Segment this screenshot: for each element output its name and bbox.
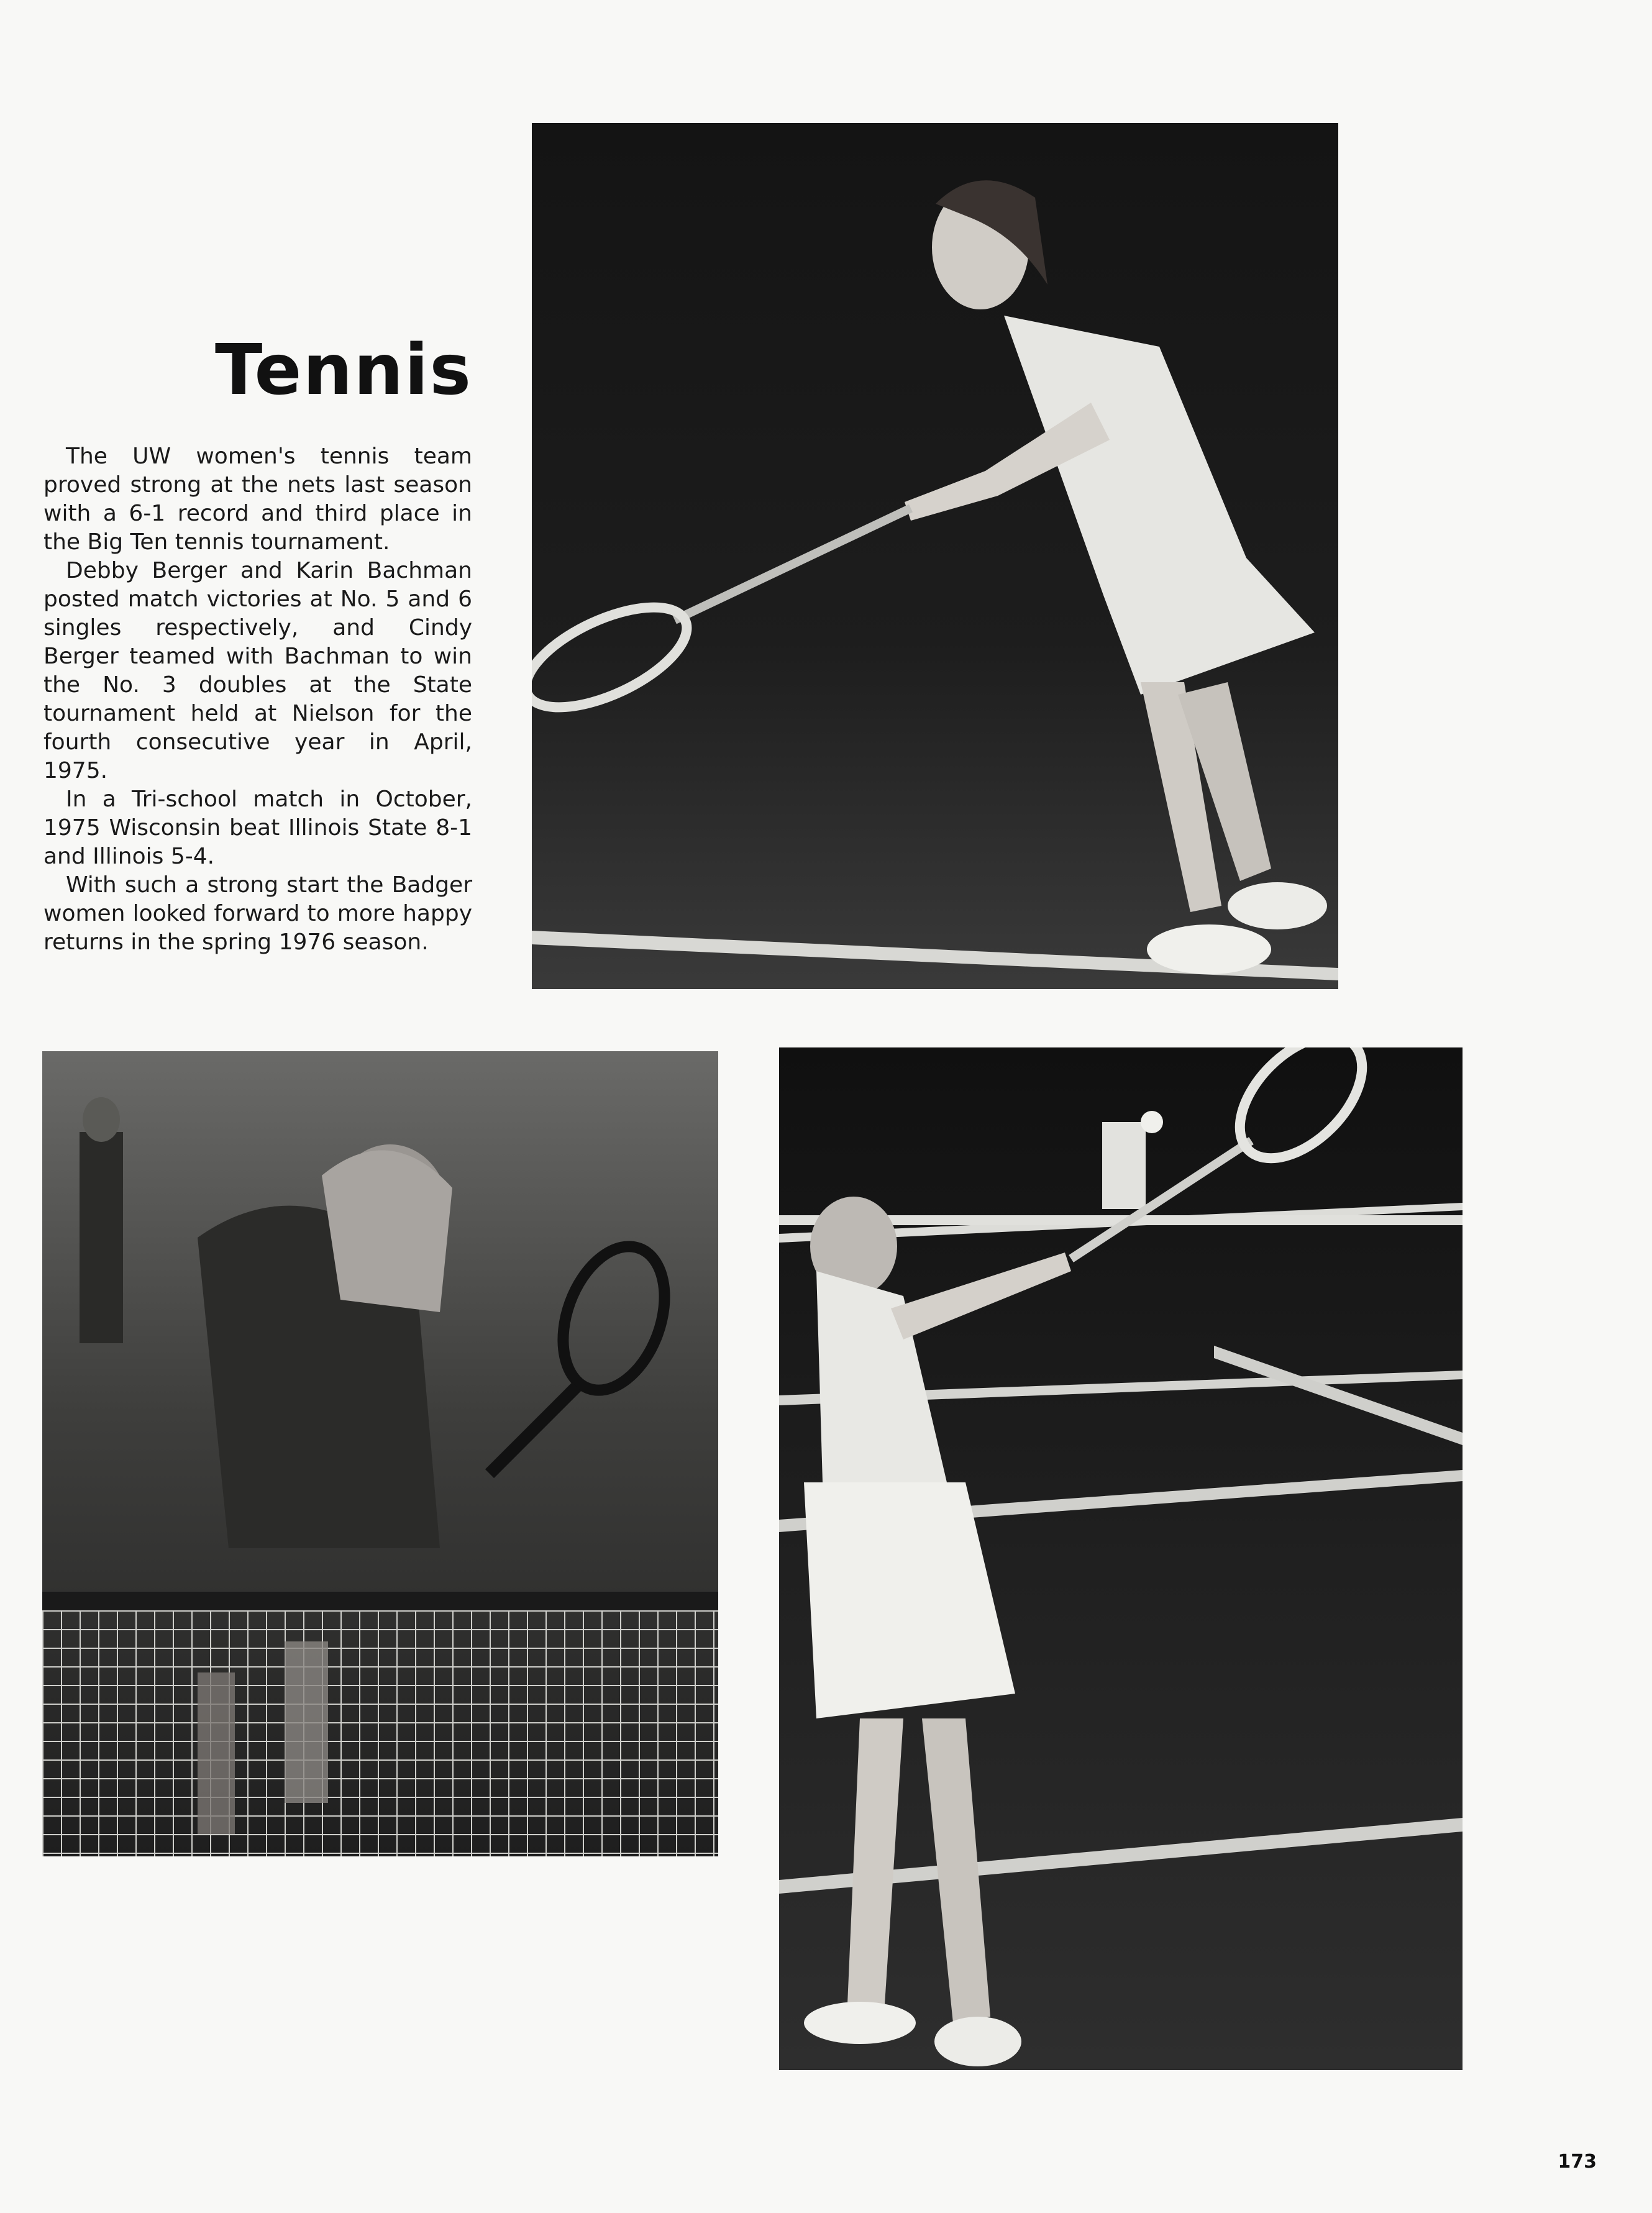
article-body — [43, 442, 472, 957]
paragraph: Debby Berger and Karin Bachman posted match victories at No. 5 and 6 singles respectively, and Cindy Berger teamed with Bachman to win the No. 3 doubles at the State tournament held at Nielson for the fourth consecutive year in April, 1975. — [43, 558, 472, 783]
photo-player-forehand — [532, 123, 1338, 989]
page-title: Tennis — [214, 330, 472, 411]
paragraph: With such a strong start the Badger women looked forward to more happy returns in the spring 1976 season. — [43, 872, 472, 955]
page-number: 173 — [1558, 2151, 1597, 2173]
paragraph: The UW women's tennis team proved strong at the nets last season with a 6-1 record and third place in the Big Ten tennis tournament. — [43, 444, 472, 555]
photo-player-at-net — [42, 1051, 718, 1856]
paragraph: In a Tri-school match in October, 1975 Wisconsin beat Illinois State 8-1 and Illinois 5-4. — [43, 787, 472, 869]
photo-player-backhand — [779, 1047, 1463, 2070]
